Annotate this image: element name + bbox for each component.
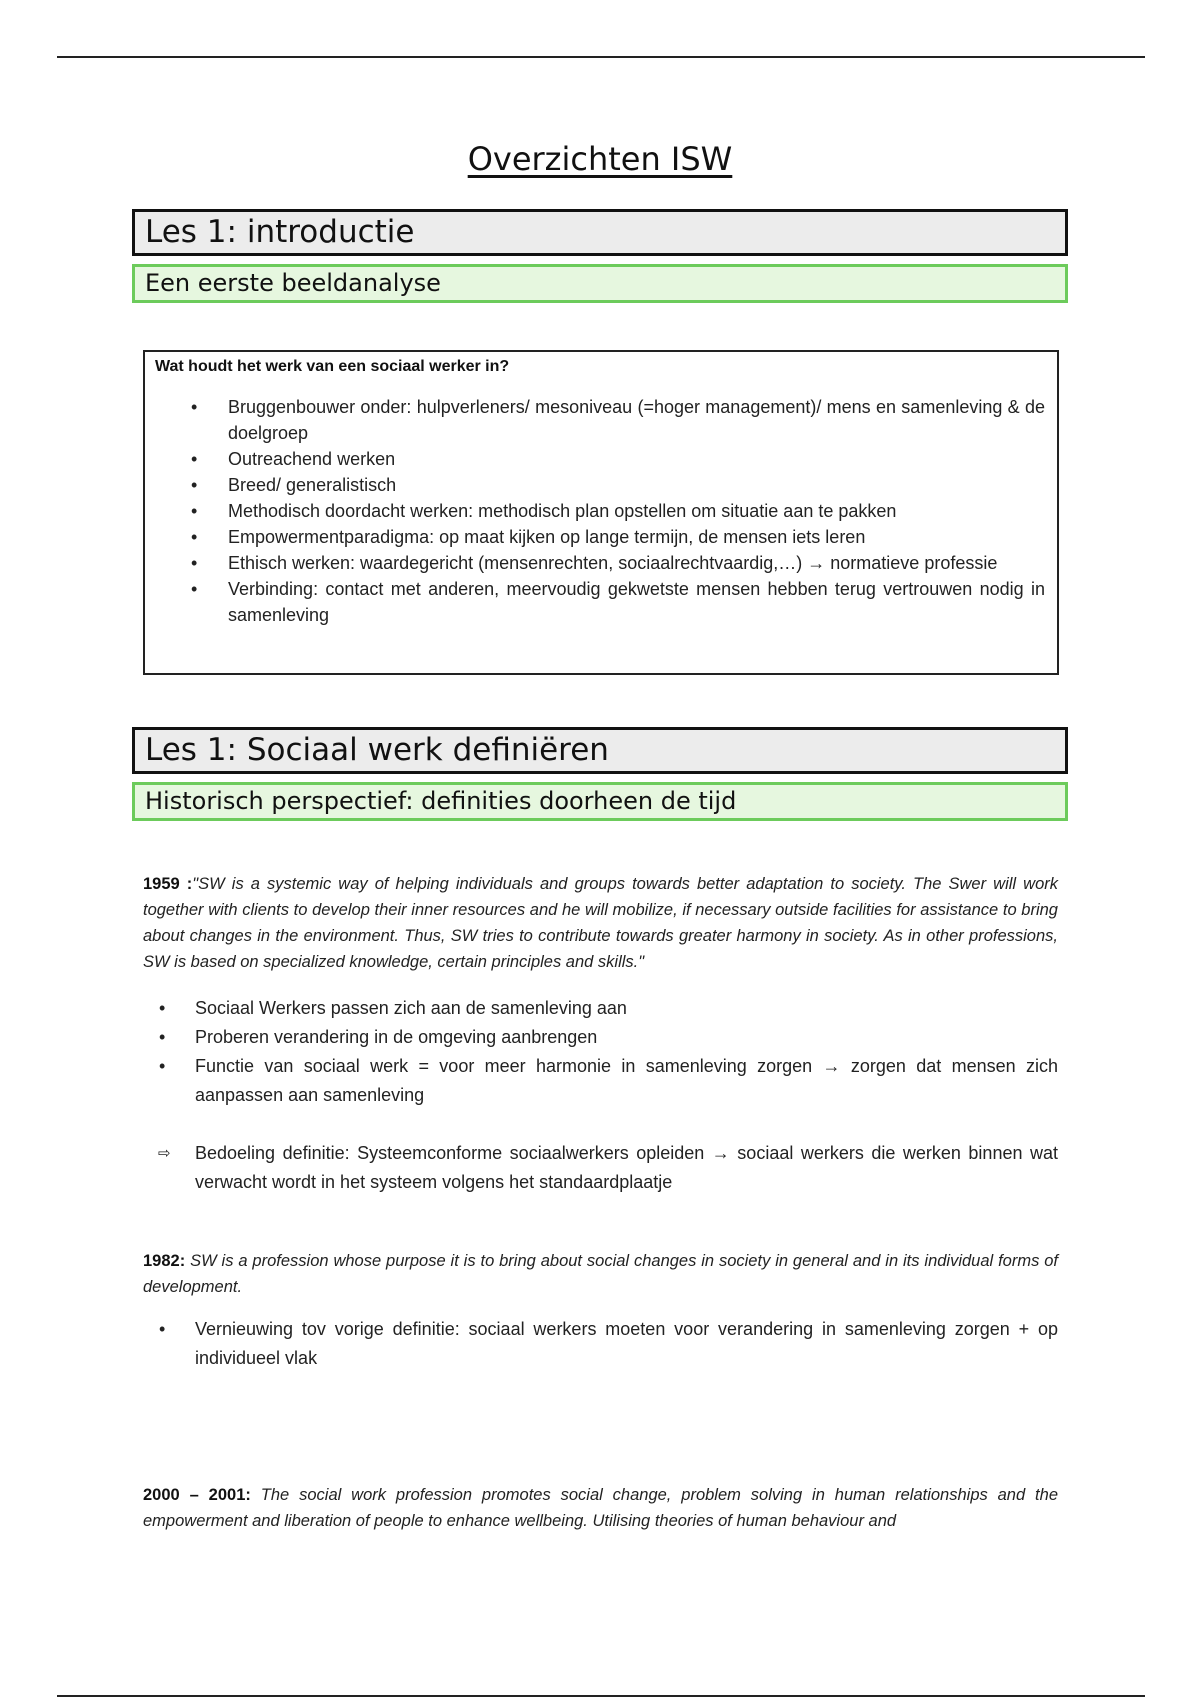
list-item: • Breed/ generalistisch [155,472,1045,498]
list-item: • Methodisch doordacht werken: methodisch plan opstellen om situatie aan te pakken [155,498,1045,524]
question-box [143,350,1059,675]
definition-1959 [143,871,1058,975]
definition-1982 [143,1248,1058,1300]
list-item: ⇨ Bedoeling definitie: Systeemconforme sociaalwerkers opleiden → sociaal werkers die werken binnen wat verwacht wordt in het systeem volgens het standaardplaatje [143,1139,1058,1197]
list-item: • Verbinding: contact met anderen, meervoudig gekwetste mensen hebben terug vertrouwen nodig in samenleving [155,576,1045,628]
bullet-icon: • [191,527,198,547]
definition-quote: The social work profession promotes social change, problem solving in human relationships and the empowerment and liberation of people to enhance wellbeing. Utilising theories of human behaviour and [143,1486,1058,1530]
definition-year: 1959 : [143,875,193,893]
box-list [155,394,1045,628]
heading-les1-definieren: Les 1: Sociaal werk definiëren [132,727,1068,774]
definition-quote: "SW is a systemic way of helping individuals and groups towards better adaptation to society. The Swer will work together with clients to develop their inner resources and he will mobilize, if necessary outside facilities for assistance to bring about changes in the environment. Thus, SW tries to contribute towards greater harmony in society. As in other professions, SW is based on specialized knowledge, certain principles and skills." [143,875,1058,971]
bullet-icon: • [191,449,198,469]
list-item: • Bruggenbouwer onder: hulpverleners/ mesoniveau (=hoger management)/ mens en samenleving & de doelgroep [155,394,1045,446]
list-item: • Functie van sociaal werk = voor meer harmonie in samenleving zorgen → zorgen dat mensen zich aanpassen aan samenleving [143,1052,1058,1110]
list-item: • Outreachend werken [155,446,1045,472]
bullet-icon: • [191,475,198,495]
list-item: • Ethisch werken: waardegericht (mensenrechten, sociaalrechtvaardig,…) → normatieve professie [155,550,1045,576]
subheading-beeldanalyse: Een eerste beeldanalyse [132,264,1068,303]
definition-year: 2000 – 2001: [143,1486,251,1504]
arrow-right-icon: ⇨ [158,1145,171,1162]
definition-2000 [143,1482,1058,1534]
bullet-icon: • [159,1319,166,1339]
definition-1959-bullets [143,994,1058,1110]
document-title: Overzichten ISW [467,140,733,178]
subheading-historisch-perspectief: Historisch perspectief: definities doorheen de tijd [132,782,1068,821]
list-item: • Empowermentparadigma: op maat kijken op lange termijn, de mensen iets leren [155,524,1045,550]
header-rule [57,56,1145,58]
list-item: • Proberen verandering in de omgeving aanbrengen [143,1023,1058,1052]
definition-1959-conclusion [143,1139,1058,1197]
bullet-icon: • [159,1027,166,1047]
definition-quote: SW is a profession whose purpose it is to bring about social changes in society in general and in its individual forms of development. [143,1252,1058,1296]
footer-rule [57,1695,1145,1697]
heading-les1-introductie: Les 1: introductie [132,209,1068,256]
bullet-icon: • [191,553,198,573]
bullet-icon: • [191,501,198,521]
bullet-icon: • [191,397,198,417]
list-item: • Sociaal Werkers passen zich aan de samenleving aan [143,994,1058,1023]
list-item: • Vernieuwing tov vorige definitie: sociaal werkers moeten voor verandering in samenleving zorgen + op individueel vlak [143,1315,1058,1373]
box-question: Wat houdt het werk van een sociaal werker in? [155,358,510,375]
bullet-icon: • [191,579,198,599]
bullet-icon: • [159,998,166,1018]
bullet-icon: • [159,1056,166,1076]
definition-1982-bullets [143,1315,1058,1373]
definition-year: 1982: [143,1252,186,1270]
